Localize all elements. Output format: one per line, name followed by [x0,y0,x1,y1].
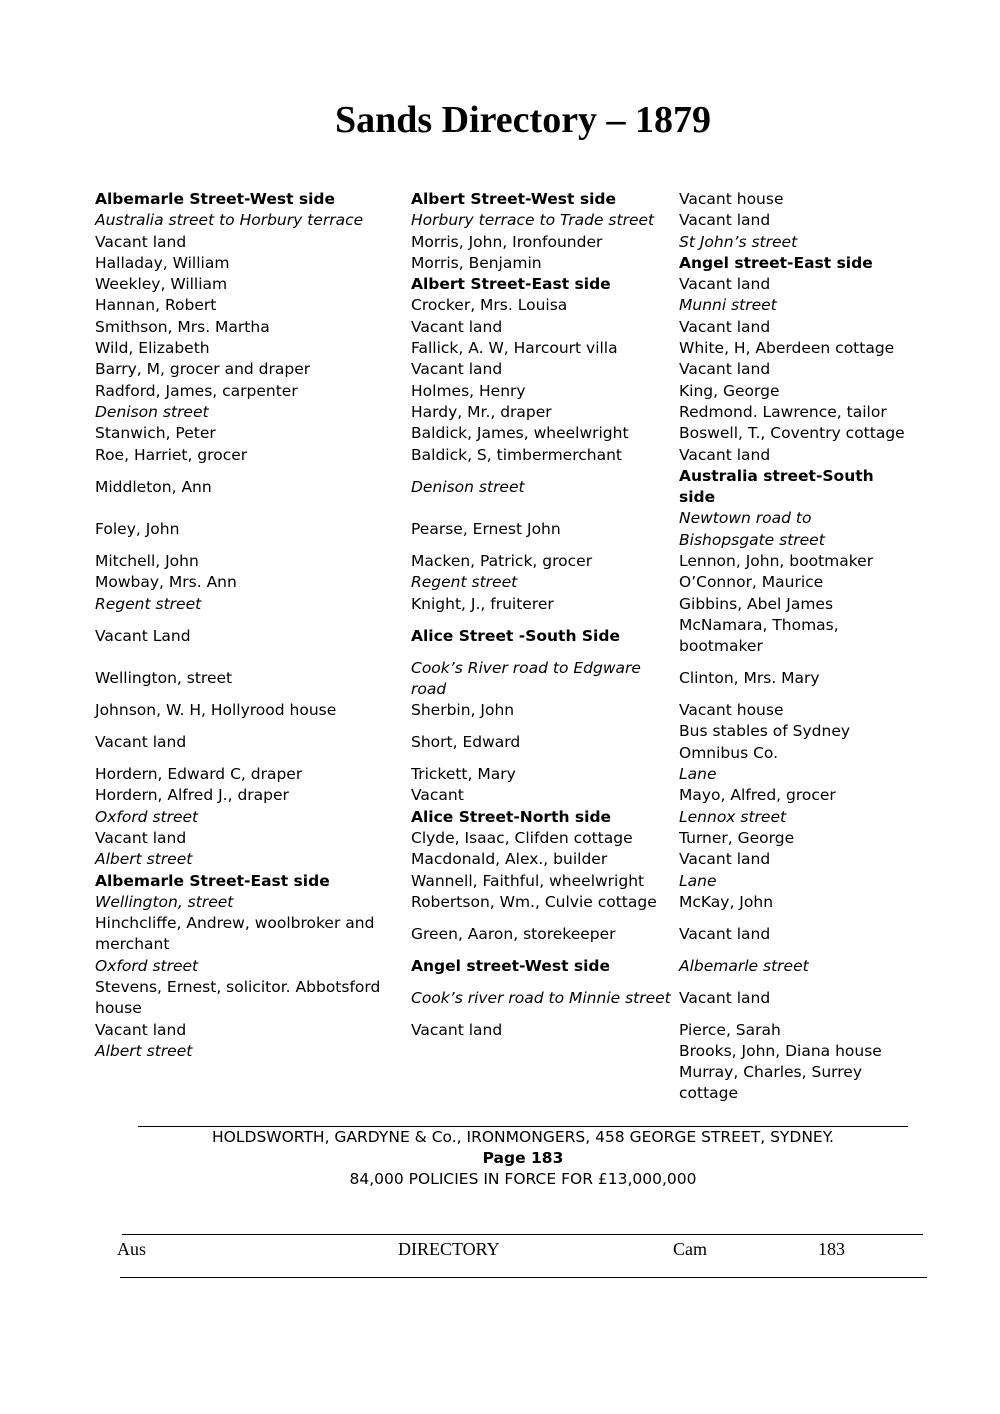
directory-entry: Vacant land [411,317,503,336]
directory-entry: Vacant land [679,988,771,1007]
page-number-label: Page 183 [482,1149,564,1167]
directory-entry: Lennon, John, bootmaker [679,552,874,571]
directory-entry: Pearse, Ernest John [411,520,561,539]
directory-entry: Halladay, William [95,253,230,272]
directory-entry: Boswell, T., Coventry cottage [679,424,905,443]
cross-street: Wellington, street [95,892,234,911]
directory-entry: Hinchcliffe, Andrew, woolbroker and merchant [95,914,375,954]
directory-entry: Hordern, Edward C, draper [95,765,303,784]
cross-street: Denison street [411,477,525,496]
directory-entry: King, George [679,381,780,400]
directory-entry: Fallick, A. W, Harcourt villa [411,339,618,358]
directory-entry: Vacant land [679,445,771,464]
directory-entry: Barry, M, grocer and draper [95,360,311,379]
cross-street: St John’s street [679,232,798,251]
cross-street: Oxford street [95,807,199,826]
directory-entry: Trickett, Mary [411,765,516,784]
directory-entry: Mitchell, John [95,552,199,571]
cross-street: Lane [679,765,717,784]
directory-entry: Vacant house [679,190,784,208]
directory-entry: Radford, James, carpenter [95,381,298,400]
directory-entry: Vacant land [679,360,771,379]
directory-entry: Stevens, Ernest, solicitor. Abbotsford house [95,977,381,1018]
street-heading: Australia street-South side [679,466,874,507]
directory-entry: Vacant land [95,232,187,251]
cross-street: Newtown road to Bishopsgate street [679,509,825,549]
cross-street: Regent street [411,573,518,592]
directory-entry: Vacant land [95,828,187,847]
running-header-right: Cam [673,1239,707,1259]
directory-entry: Baldick, S, timbermerchant [411,445,622,464]
directory-entry: Vacant land [679,924,771,943]
directory-entry: Green, Aaron, storekeeper [411,924,616,943]
directory-entry: Hannan, Robert [95,296,217,315]
directory-entry: White, H, Aberdeen cottage [679,339,895,358]
cross-street: Horbury terrace to Trade street [411,211,655,230]
directory-entry: Robertson, Wm., Culvie cottage [411,892,657,911]
street-heading: Albemarle Street-East side [95,871,330,890]
page-title: Sands Directory – 1879 [334,99,712,141]
directory-entry: Holmes, Henry [411,381,526,400]
directory-column-3 [679,189,909,1105]
running-header-bottom-rule [120,1277,927,1278]
directory-entry: Vacant Land [95,626,191,645]
directory-entry: Baldick, James, wheelwright [411,424,629,443]
directory-entry: Vacant [411,786,464,805]
directory-entry: Weekley, William [95,275,228,294]
street-heading: Angel street-West side [411,956,611,975]
directory-entry: Hordern, Alfred J., draper [95,786,289,805]
directory-entry: Vacant land [679,317,771,336]
directory-entry: Pierce, Sarah [679,1020,781,1039]
directory-entry: Clinton, Mrs. Mary [679,669,820,688]
directory-entry: Vacant land [411,360,503,379]
cross-street: Munni street [679,296,777,315]
directory-entry: Vacant land [679,850,771,869]
directory-entry: Vacant land [679,211,771,230]
directory-entry: Wild, Elizabeth [95,339,210,358]
directory-entry: Brooks, John, Diana house [679,1041,882,1060]
cross-street: Cook’s river road to Minnie street [411,988,671,1007]
directory-entry: Vacant land [95,1020,187,1039]
street-heading: Alice Street -South Side [411,626,620,645]
directory-entry: Stanwich, Peter [95,424,216,443]
cross-street: Cook’s River road to Edgware road [411,658,641,698]
running-header-left: Aus [117,1239,147,1259]
directory-entry: Hardy, Mr., draper [411,402,552,421]
running-header-center: DIRECTORY [398,1239,500,1259]
directory-entry: Bus stables of Sydney Omnibus Co. [679,722,851,762]
directory-entry: Mayo, Alfred, grocer [679,786,836,805]
directory-entry: Wannell, Faithful, wheelwright [411,871,645,890]
directory-entry: Vacant land [679,275,771,294]
cross-street: Regent street [95,594,202,613]
directory-entry: Sherbin, John [411,701,515,720]
cross-street: Albert street [95,850,193,869]
directory-entry: McNamara, Thomas, bootmaker [679,615,839,656]
directory-entry: Foley, John [95,520,180,539]
directory-entry: Vacant house [679,701,784,720]
directory-entry: Murray, Charles, Surrey cottage [679,1063,862,1103]
directory-entry: Redmond. Lawrence, tailor [679,402,887,421]
cross-street: Australia street to Horbury terrace [95,211,364,230]
directory-entry: Johnson, W. H, Hollyrood house [95,701,337,720]
directory-entry: Macdonald, Alex., builder [411,850,608,869]
directory-entry: Vacant land [411,1020,503,1039]
directory-entry: Morris, Benjamin [411,253,542,272]
directory-entry: Turner, George [679,828,795,847]
running-header-top-rule [122,1234,923,1235]
running-header-number: 183 [818,1239,845,1259]
street-heading: Albemarle Street-West side [95,190,336,208]
directory-entry: Short, Edward [411,733,521,752]
directory-entry: Smithson, Mrs. Martha [95,317,270,336]
advert-line: HOLDSWORTH, GARDYNE & Co., IRONMONGERS, 458 GEORGE STREET, SYDNEY. [212,1128,834,1146]
street-heading: Albert Street-East side [411,275,611,294]
cross-street: Albemarle street [679,956,809,975]
directory-entry: Middleton, Ann [95,477,212,496]
directory-entry: Wellington, street [95,669,233,688]
directory-column-1 [95,189,407,1062]
directory-entry: Roe, Harriet, grocer [95,445,248,464]
directory-entry: Crocker, Mrs. Louisa [411,296,568,315]
directory-entry: Gibbins, Abel James [679,594,834,613]
cross-street: Lane [679,871,717,890]
directory-entry: O’Connor, Maurice [679,573,824,592]
directory-entry: Mowbay, Mrs. Ann [95,573,237,592]
directory-entry: Macken, Patrick, grocer [411,552,593,571]
street-heading: Alice Street-North side [411,807,612,826]
directory-entry: McKay, John [679,892,774,911]
cross-street: Lennox street [679,807,787,826]
cross-street: Oxford street [95,956,199,975]
cross-street: Albert street [95,1041,193,1060]
directory-entry: Clyde, Isaac, Clifden cottage [411,828,633,847]
directory-entry: Vacant land [95,733,187,752]
directory-entry: Knight, J., fruiterer [411,594,554,613]
directory-column-2 [411,189,675,1041]
street-heading: Albert Street-West side [411,190,616,208]
cross-street: Denison street [95,402,209,421]
street-heading: Angel street-East side [679,253,873,272]
policies-line: 84,000 POLICIES IN FORCE FOR £13,000,000 [349,1170,697,1188]
directory-entry: Morris, John, Ironfounder [411,232,603,251]
